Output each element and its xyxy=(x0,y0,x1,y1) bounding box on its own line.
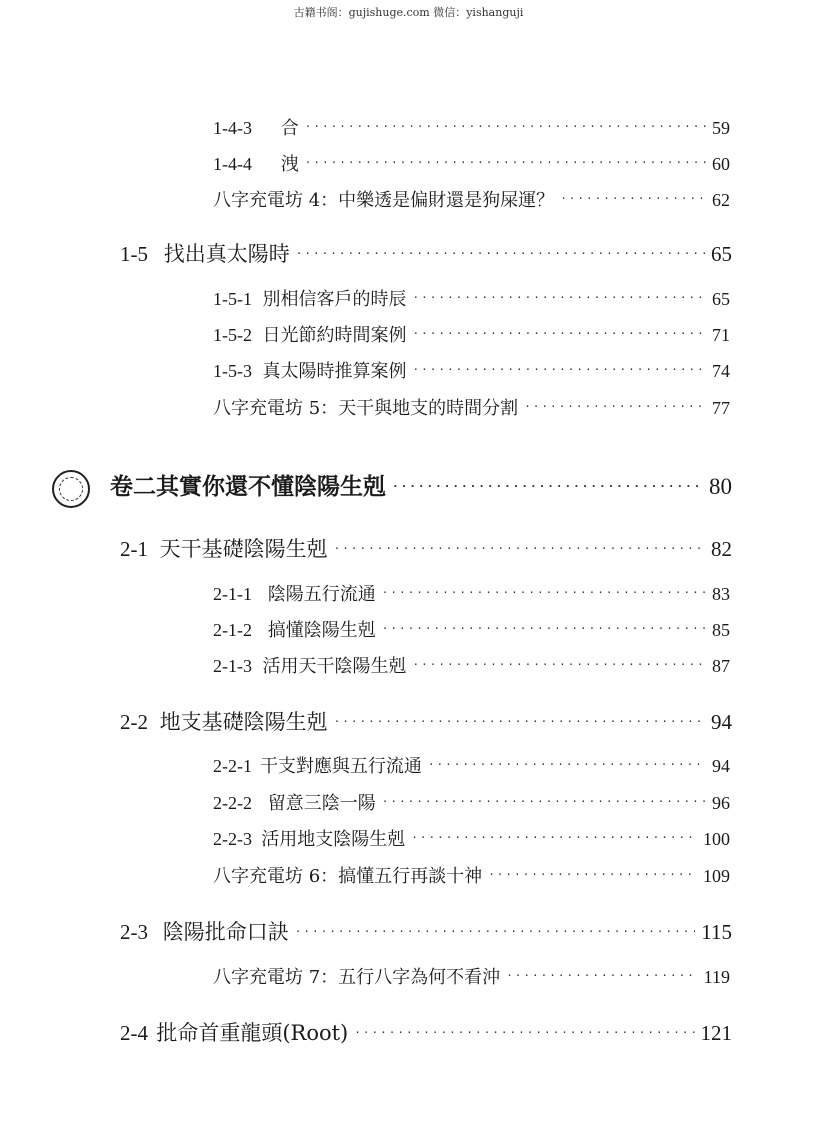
toc-entry-title: 八字充電坊 7：五行八字為何不看沖 xyxy=(213,967,501,988)
toc-entry-code: 2-1-3 xyxy=(213,656,252,676)
toc-entry[interactable] xyxy=(120,706,732,736)
toc-entry-page: 60 xyxy=(712,154,730,174)
toc-entry-page: 121 xyxy=(700,1021,732,1045)
toc-entry-page: 96 xyxy=(712,793,730,813)
toc-entry-code: 2-2-1 xyxy=(213,756,252,776)
toc-entry[interactable] xyxy=(213,825,730,851)
toc-volume-entry[interactable] xyxy=(110,468,732,501)
toc-entry-title: 陰陽五行流通 xyxy=(267,584,376,605)
dot-leader xyxy=(413,658,706,671)
toc-entry-title: 找出真太陽時 xyxy=(163,242,290,266)
toc-entry-code: 2-1 xyxy=(120,537,148,561)
volume-emblem-icon xyxy=(52,470,90,508)
toc-entry[interactable] xyxy=(120,238,732,268)
dot-leader xyxy=(295,925,696,938)
dot-leader xyxy=(305,120,706,133)
toc-entry-title: 真太陽時推算案例 xyxy=(262,361,407,382)
toc-entry-title: 八字充電坊 4：中樂透是偏財還是狗屎運？ xyxy=(213,190,555,211)
toc-entry-title: 批命首重龍頭(Root) xyxy=(156,1021,349,1045)
toc-entry[interactable] xyxy=(213,862,730,888)
toc-entry-page: 100 xyxy=(703,829,730,849)
toc-entry-code: 2-4 xyxy=(120,1021,148,1045)
toc-entry-page: 74 xyxy=(712,361,730,381)
toc-entry[interactable] xyxy=(213,963,730,989)
toc-entry-code: 2-1-1 xyxy=(213,584,252,604)
dot-leader xyxy=(413,363,706,376)
toc-entry-page: 77 xyxy=(712,398,730,418)
toc-entry-code: 2-2-3 xyxy=(213,829,252,849)
toc-entry-title: 八字充電坊 6：搞懂五行再談十神 xyxy=(213,866,483,887)
dot-leader xyxy=(354,1026,694,1039)
toc-entry-title: 八字充電坊 5：天干與地支的時間分割 xyxy=(213,398,519,419)
toc-entry-code: 1-5-3 xyxy=(213,361,252,381)
dot-leader xyxy=(296,247,705,260)
toc-entry[interactable] xyxy=(213,752,730,778)
dot-leader xyxy=(413,327,706,340)
dot-leader xyxy=(428,758,706,771)
toc-entry[interactable] xyxy=(213,652,730,678)
toc-entry-page: 80 xyxy=(709,474,732,499)
toc-entry-code: 2-3 xyxy=(120,920,148,944)
toc-entry-title: 洩 xyxy=(280,154,299,175)
toc-volume-code: 卷二 xyxy=(110,473,156,500)
dot-leader xyxy=(488,868,697,881)
toc-entry[interactable] xyxy=(213,285,730,311)
toc-entry[interactable] xyxy=(213,580,730,606)
dot-leader xyxy=(524,400,706,413)
toc-entry-title: 合 xyxy=(280,118,299,139)
toc-entry-title: 日光節約時間案例 xyxy=(262,325,407,346)
toc-entry-title: 陰陽批命口訣 xyxy=(162,920,289,944)
toc-entry[interactable] xyxy=(213,616,730,642)
dot-leader xyxy=(305,156,706,169)
toc-entry[interactable] xyxy=(213,114,730,140)
toc-entry-code: 2-2 xyxy=(120,710,148,734)
dot-leader xyxy=(382,622,706,635)
toc-entry-code: 1-5-1 xyxy=(213,289,252,309)
toc-entry-page: 94 xyxy=(711,710,732,734)
page-header-watermark: 古籍书阁：gujishuge.com 微信：yishanguji xyxy=(293,6,524,19)
toc-entry-page: 94 xyxy=(712,756,730,776)
dot-leader xyxy=(334,715,705,728)
toc-entry-page: 87 xyxy=(712,656,730,676)
dot-leader xyxy=(560,192,706,205)
dot-leader xyxy=(392,480,703,493)
toc-entry-title: 留意三陰一陽 xyxy=(267,793,376,814)
toc-entry-title: 其實你還不懂陰陽生剋 xyxy=(156,473,386,500)
toc-entry-title: 天干基礎陰陽生剋 xyxy=(159,537,328,561)
toc-entry[interactable] xyxy=(120,916,732,946)
toc-entry-page: 83 xyxy=(712,584,730,604)
toc-entry-page: 62 xyxy=(712,190,730,210)
toc-entry-page: 65 xyxy=(712,289,730,309)
toc-entry[interactable] xyxy=(120,533,732,563)
dot-leader xyxy=(382,586,706,599)
dot-leader xyxy=(506,969,697,982)
toc-entry[interactable] xyxy=(213,150,730,176)
toc-entry-title: 搞懂陰陽生剋 xyxy=(267,620,376,641)
toc-entry-page: 59 xyxy=(712,118,730,138)
toc-entry-page: 71 xyxy=(712,325,730,345)
toc-entry[interactable] xyxy=(213,357,730,383)
toc-entry-code: 1-5 xyxy=(120,242,148,266)
toc-entry-code: 2-2-2 xyxy=(213,793,252,813)
dot-leader xyxy=(411,831,697,844)
toc-entry-title: 活用地支陰陽生剋 xyxy=(261,829,406,850)
toc-entry-code: 2-1-2 xyxy=(213,620,252,640)
toc-entry-title: 活用天干陰陽生剋 xyxy=(262,656,407,677)
toc-entry[interactable] xyxy=(120,1017,732,1047)
toc-entry-code: 1-4-4 xyxy=(213,154,252,174)
toc-entry[interactable] xyxy=(213,321,730,347)
toc-entry-title: 干支對應與五行流通 xyxy=(259,756,422,777)
toc-entry-code: 1-5-2 xyxy=(213,325,252,345)
toc-entry-page: 115 xyxy=(701,920,732,944)
dot-leader xyxy=(334,542,705,555)
dot-leader xyxy=(382,795,706,808)
toc-entry-code: 1-4-3 xyxy=(213,118,252,138)
toc-entry-page: 109 xyxy=(703,866,730,886)
toc-entry[interactable] xyxy=(213,394,730,420)
toc-entry-page: 65 xyxy=(711,242,732,266)
toc-entry-page: 119 xyxy=(703,967,730,987)
dot-leader xyxy=(413,291,706,304)
toc-entry[interactable] xyxy=(213,186,730,212)
toc-entry-page: 85 xyxy=(712,620,730,640)
toc-entry-page: 82 xyxy=(711,537,732,561)
toc-entry-title: 地支基礎陰陽生剋 xyxy=(159,710,328,734)
toc-entry-title: 別相信客戶的時辰 xyxy=(262,289,407,310)
toc-entry[interactable] xyxy=(213,789,730,815)
